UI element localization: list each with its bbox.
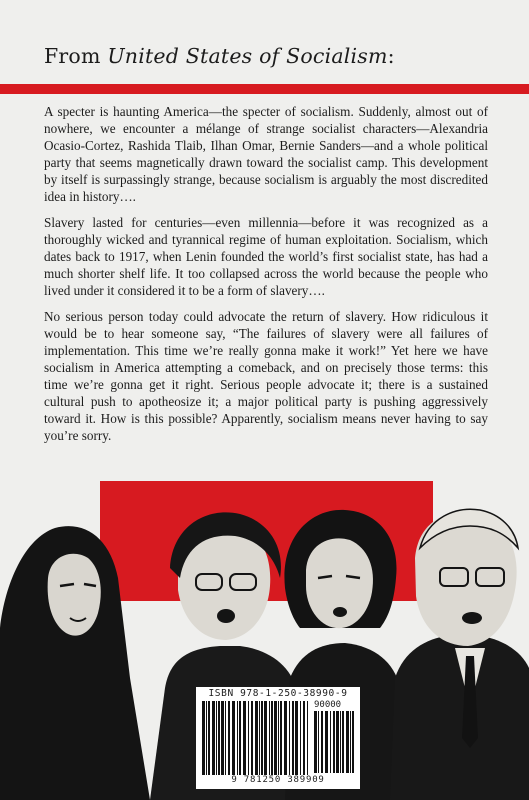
heading-colon: :	[387, 44, 395, 68]
price-code: 90000	[314, 700, 342, 710]
isbn-label: ISBN 978-1-250-38990-9	[208, 688, 348, 699]
isbn-barcode	[196, 687, 360, 789]
barcode-bars	[202, 701, 308, 775]
book-title: United States of Socialism	[107, 44, 388, 68]
paragraph-2: Slavery lasted for centuries—even millennia—before it was recognized as a thoroughly wicked and tyrannical regime of human exploitation. Socialism, which dates back to 1917, when Lenin founded the world’s first socialist state, has had a much shorter shelf life. It too collapsed across the world because the people who lived under it considered it to be a form of slavery….	[44, 215, 488, 298]
barcode-number: 9 781250 389909	[231, 775, 325, 785]
paragraph-1: A specter is haunting America—the specter of socialism. Suddenly, almost out of nowhere, we encounter a mélange of strange socialist characters—Alexandria Ocasio-Cortez, Rashida Tlaib, Ilhan Omar, Bernie Sanders—and a whole political party that seems magnetically drawn toward the socialist camp. This development by itself is surpassingly strange, because socialism is arguably the most discredited idea in history….	[44, 104, 488, 204]
barcode-addon-bars	[314, 711, 354, 773]
red-divider-bar	[0, 84, 529, 94]
heading-prefix: From	[44, 44, 101, 68]
excerpt-body	[44, 103, 488, 453]
excerpt-heading	[44, 44, 395, 68]
paragraph-3: No serious person today could advocate the return of slavery. How ridiculous it would be to hear someone say, “The failures of slavery were all failures of implementation. This time we’re really gonna make it work!” Yet here we have socialism in America attempting a comeback, and on precisely those terms: this time we’re gonna get it right. Serious people advocate it; there is a sustained cultural push to apotheosize it; a major political party is pushing aggressively toward it. How is this possible? Apparently, socialism means never having to say you’re sorry.	[44, 309, 488, 443]
